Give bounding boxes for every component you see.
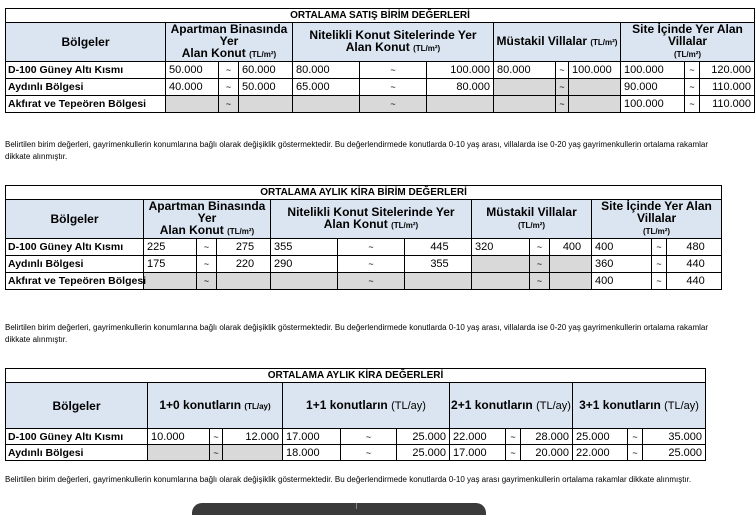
sales-table-section [5, 8, 755, 113]
row-region: Akfırat ve Tepeören Bölgesi [6, 273, 144, 290]
row-region: Aydınlı Bölgesi [6, 79, 166, 96]
range-sep: ~ [210, 429, 223, 445]
range-sep: ~ [341, 445, 397, 461]
range-sep: ~ [530, 239, 550, 256]
rent-unit-title: ORTALAMA AYLIK KİRA BİRİM DEĞERLERİ [6, 186, 722, 200]
value-min: 90.000 [621, 79, 685, 96]
sales-title: ORTALAMA SATIŞ BİRİM DEĞERLERİ [6, 9, 755, 23]
range-sep: ~ [219, 96, 239, 113]
rent-unit-header-col-2: Nitelikli Konut Sitelerinde Yer Alan Konut (TL/m²) [271, 200, 472, 239]
sales-header-col-3: Müstakil Villalar (TL/m²) [494, 23, 621, 62]
sales-header-region: Bölgeler [6, 23, 166, 62]
sales-header-col-2: Nitelikli Konut Sitelerinde Yer Alan Konut (TL/m²) [293, 23, 494, 62]
range-sep: ~ [338, 239, 405, 256]
table-row [6, 62, 755, 79]
range-sep: ~ [556, 79, 569, 96]
range-sep: ~ [685, 79, 700, 96]
range-sep: ~ [338, 256, 405, 273]
value-max: 445 [405, 239, 472, 256]
range-sep: ~ [197, 273, 217, 290]
value-min: 225 [144, 239, 197, 256]
table-row [6, 79, 755, 96]
range-sep: ~ [506, 429, 521, 445]
row-region: D-100 Güney Altı Kısmı [6, 62, 166, 79]
value-min: 17.000 [450, 445, 506, 461]
value-max: 35.000 [643, 429, 706, 445]
value-max: 110.000 [700, 96, 755, 113]
sales-note: Belirtilen birim değerleri, gayrimenkullerin konumlarına bağlı olarak değişiklik göstermektedir. Bu değerlendirmede konutlarda 0-10 yaş arası, villalarda ise 0-20 yaş gayrimenkullerin ortalama rakamlar dikkate alınmıştır. [5, 140, 708, 161]
value-min: 17.000 [283, 429, 341, 445]
range-sep: ~ [210, 445, 223, 461]
value-min: 50.000 [166, 62, 219, 79]
value-min: 10.000 [148, 429, 210, 445]
rent-unit-note: Belirtilen birim değerleri, gayrimenkullerin konumlarına bağlı olarak değişiklik göstermektedir. Bu değerlendirmede konutlarda 0-10 yaş arası, villalarda ise 0-20 yaş gayrimenkullerin ortalama rakamlar dikkate alınmıştır. [5, 323, 708, 344]
rent-header-col-1: 1+0 konutların (TL/ay) [148, 383, 283, 429]
table-row [6, 429, 706, 445]
rent-header-col-3: 2+1 konutların (TL/ay) [450, 383, 573, 429]
row-region: Aydınlı Bölgesi [6, 256, 144, 273]
rent-unit-table-section [5, 185, 722, 290]
range-sep: ~ [556, 96, 569, 113]
range-sep: ~ [652, 273, 667, 290]
value-max: 400 [550, 239, 592, 256]
value-max: 12.000 [223, 429, 283, 445]
sales-header-col-1: Apartman Binasında Yer Alan Konut (TL/m²) [166, 23, 293, 62]
value-min: 80.000 [494, 62, 556, 79]
table-row [6, 273, 722, 290]
bottom-toolbar[interactable] [192, 503, 486, 515]
value-max: 80.000 [427, 79, 494, 96]
table-row [6, 256, 722, 273]
value-max: 120.000 [700, 62, 755, 79]
range-sep: ~ [360, 62, 427, 79]
rent-table [5, 368, 706, 461]
value-max [569, 96, 621, 113]
value-min [144, 273, 197, 290]
rent-header-region: Bölgeler [6, 383, 148, 429]
value-max: 100.000 [569, 62, 621, 79]
value-max [405, 273, 472, 290]
table-row [6, 96, 755, 113]
value-max: 60.000 [239, 62, 293, 79]
rent-unit-header-col-4: Site İçinde Yer Alan Villalar (TL/m²) [592, 200, 722, 239]
rent-unit-header-region: Bölgeler [6, 200, 144, 239]
range-sep: ~ [219, 62, 239, 79]
value-min [293, 96, 360, 113]
rent-table-section [5, 368, 706, 461]
value-min [472, 273, 530, 290]
rent-unit-table [5, 185, 722, 290]
table-row [6, 239, 722, 256]
value-max [427, 96, 494, 113]
value-min [166, 96, 219, 113]
range-sep: ~ [628, 429, 643, 445]
range-sep: ~ [197, 256, 217, 273]
rent-unit-header-col-3: Müstakil Villalar (TL/m²) [472, 200, 592, 239]
range-sep: ~ [685, 96, 700, 113]
value-max: 25.000 [643, 445, 706, 461]
range-sep: ~ [338, 273, 405, 290]
value-min: 22.000 [573, 445, 628, 461]
value-min [472, 256, 530, 273]
value-max [550, 273, 592, 290]
value-min: 18.000 [283, 445, 341, 461]
range-sep: ~ [628, 445, 643, 461]
value-max: 275 [217, 239, 271, 256]
range-sep: ~ [219, 79, 239, 96]
value-max: 440 [667, 256, 722, 273]
value-min: 80.000 [293, 62, 360, 79]
value-min: 25.000 [573, 429, 628, 445]
value-max [239, 96, 293, 113]
range-sep: ~ [341, 429, 397, 445]
rent-title: ORTALAMA AYLIK KİRA DEĞERLERİ [6, 369, 706, 383]
toolbar-divider [356, 503, 357, 509]
value-min [494, 79, 556, 96]
value-max: 25.000 [397, 445, 450, 461]
value-max: 28.000 [521, 429, 573, 445]
value-min [494, 96, 556, 113]
value-max: 440 [667, 273, 722, 290]
sales-header-col-4: Site İçinde Yer Alan Villalar (TL/m²) [621, 23, 755, 62]
value-max [217, 273, 271, 290]
row-region: D-100 Güney Altı Kısmı [6, 429, 148, 445]
value-min [271, 273, 338, 290]
value-max [223, 445, 283, 461]
range-sep: ~ [652, 239, 667, 256]
range-sep: ~ [530, 273, 550, 290]
value-max: 20.000 [521, 445, 573, 461]
rent-header-col-2: 1+1 konutların (TL/ay) [283, 383, 450, 429]
range-sep: ~ [530, 256, 550, 273]
value-max: 50.000 [239, 79, 293, 96]
value-max [569, 79, 621, 96]
range-sep: ~ [360, 79, 427, 96]
row-region: D-100 Güney Altı Kısmı [6, 239, 144, 256]
rent-note: Belirtilen birim değerleri, gayrimenkullerin konumlarına bağlı olarak değişiklik göstermektedir. Bu değerlendirmede konutlarda 0-10 yaş arası gayrimenkullerin ortalama rakamlar dikkate alınmıştır. [5, 475, 692, 484]
value-max: 110.000 [700, 79, 755, 96]
value-max [550, 256, 592, 273]
range-sep: ~ [360, 96, 427, 113]
value-min: 65.000 [293, 79, 360, 96]
value-min: 100.000 [621, 96, 685, 113]
range-sep: ~ [506, 445, 521, 461]
value-max: 100.000 [427, 62, 494, 79]
value-min: 290 [271, 256, 338, 273]
value-max: 25.000 [397, 429, 450, 445]
value-min: 400 [592, 273, 652, 290]
row-region: Akfırat ve Tepeören Bölgesi [6, 96, 166, 113]
value-min: 22.000 [450, 429, 506, 445]
range-sep: ~ [556, 62, 569, 79]
sales-table [5, 8, 755, 113]
value-min: 400 [592, 239, 652, 256]
row-region: Aydınlı Bölgesi [6, 445, 148, 461]
value-min [148, 445, 210, 461]
table-row [6, 445, 706, 461]
value-min: 175 [144, 256, 197, 273]
value-max: 480 [667, 239, 722, 256]
value-min: 320 [472, 239, 530, 256]
range-sep: ~ [197, 239, 217, 256]
value-max: 220 [217, 256, 271, 273]
value-min: 40.000 [166, 79, 219, 96]
value-min: 355 [271, 239, 338, 256]
value-min: 360 [592, 256, 652, 273]
range-sep: ~ [685, 62, 700, 79]
range-sep: ~ [652, 256, 667, 273]
value-max: 355 [405, 256, 472, 273]
rent-header-col-4: 3+1 konutların (TL/ay) [573, 383, 706, 429]
rent-unit-header-col-1: Apartman Binasında Yer Alan Konut (TL/m²) [144, 200, 271, 239]
value-min: 100.000 [621, 62, 685, 79]
